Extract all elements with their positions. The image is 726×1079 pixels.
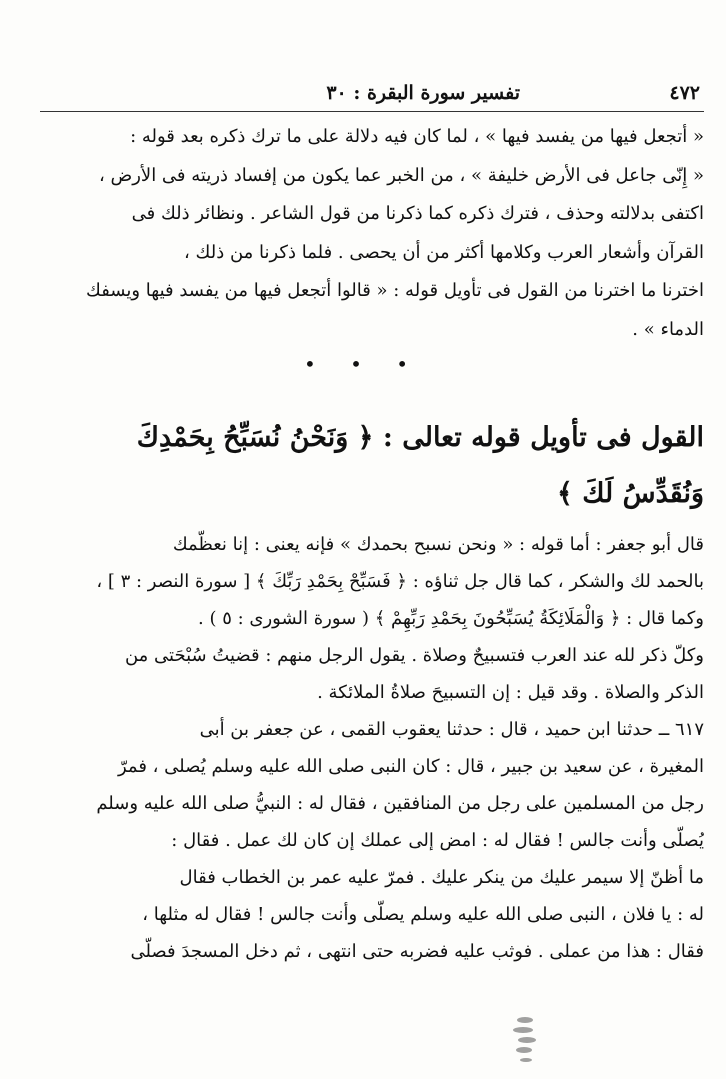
text-line: الدماء » . — [632, 318, 704, 340]
text-line: « أتجعل فيها من يفسد فيها » ، لما كان فيه دلالة على ما ترك ذكره بعد قوله : — [130, 126, 704, 147]
text-line: الذكر والصلاة . وقد قيل : إن التسبيحَ صلاةُ الملائكة . — [317, 682, 704, 703]
hadith-line: رجل من المسلمين على رجل من المنافقين ، فقال له : النبيُّ صلى الله عليه وسلم — [96, 793, 704, 814]
hadith-line: ٦١٧ ــ حدثنا ابن حميد ، قال : حدثنا يعقوب القمى ، عن جعفر بن أبى — [199, 719, 704, 740]
hadith-line: له : يا فلان ، النبى صلى الله عليه وسلم يصلّى وأنت جالس ! فقال له مثلها ، — [142, 904, 704, 925]
page-header — [40, 82, 700, 114]
hadith-line: فقال : هذا من عملى . فوثب عليه فضربه حتى انتهى ، ثم دخل المسجدَ فصلّى — [130, 941, 704, 962]
intro-paragraph — [42, 118, 704, 349]
text-line: وكما قال : ﴿ وَالْمَلَائِكَةُ يُسَبِّحُونَ بِحَمْدِ رَبِّهِمْ ﴾ ( سورة الشورى : ٥ ) . — [198, 608, 704, 629]
text-line: وكلّ ذكر لله عند العرب فتسبيحٌ وصلاة . يقول الرجل منهم : قضيتُ سُبْحَتى من — [124, 645, 704, 666]
scan-smudge — [505, 1010, 545, 1070]
commentary-body — [42, 526, 704, 970]
text-line: القرآن وأشعار العرب وكلامها أكثر من أن يحصى . فلما ذكرنا من ذلك ، — [184, 241, 704, 263]
hadith-line: المغيرة ، عن سعيد بن جبير ، قال : كان النبى صلى الله عليه وسلم يُصلى ، فمرّ — [117, 756, 704, 777]
running-title: تفسير سورة البقرة : ٣٠ — [326, 82, 520, 104]
text-line: « إِنّى جاعل فى الأرض خليفة » ، من الخبر عما يكون من إفساد ذريته فى الأرض ، — [98, 164, 704, 186]
section-separator: • • • — [303, 352, 423, 376]
text-line: اخترنا ما اخترنا من القول فى تأويل قوله : « قالوا أتجعل فيها من يفسد فيها ويسفك — [86, 280, 704, 301]
text-line: قال أبو جعفر : أما قوله : « ونحن نسبح بحمدك » فإنه يعنى : إنا نعظّمك — [172, 534, 704, 555]
page-number: ٤٧٢ — [669, 82, 700, 104]
text-line: اكتفى بدلالته وحذف ، فترك ذكره كما ذكرنا من قول الشاعر . ونظائر ذلك فى — [131, 203, 704, 224]
text-line: بالحمد لك والشكر ، كما قال جل ثناؤه : ﴿ فَسَبِّحْ بِحَمْدِ رَبِّكَ ﴾ [ سورة النصر : ٣ ] ، — [96, 571, 704, 592]
hadith-line: يُصلّى وأنت جالس ! فقال له : امض إلى عملك إن كان لك عمل . فقال : — [171, 830, 704, 851]
heading-line: القول فى تأويل قوله تعالى : ﴿ وَنَحْنُ نُسَبِّحُ بِحَمْدِكَ — [136, 422, 704, 453]
heading-line: وَنُقَدِّسُ لَكَ ﴾ — [557, 478, 704, 509]
hadith-line: ما أظنّ إلا سيمر عليك من ينكر عليك . فمرّ عليه عمر بن الخطاب فقال — [179, 867, 704, 888]
header-rule — [40, 111, 704, 112]
section-heading — [38, 410, 704, 522]
